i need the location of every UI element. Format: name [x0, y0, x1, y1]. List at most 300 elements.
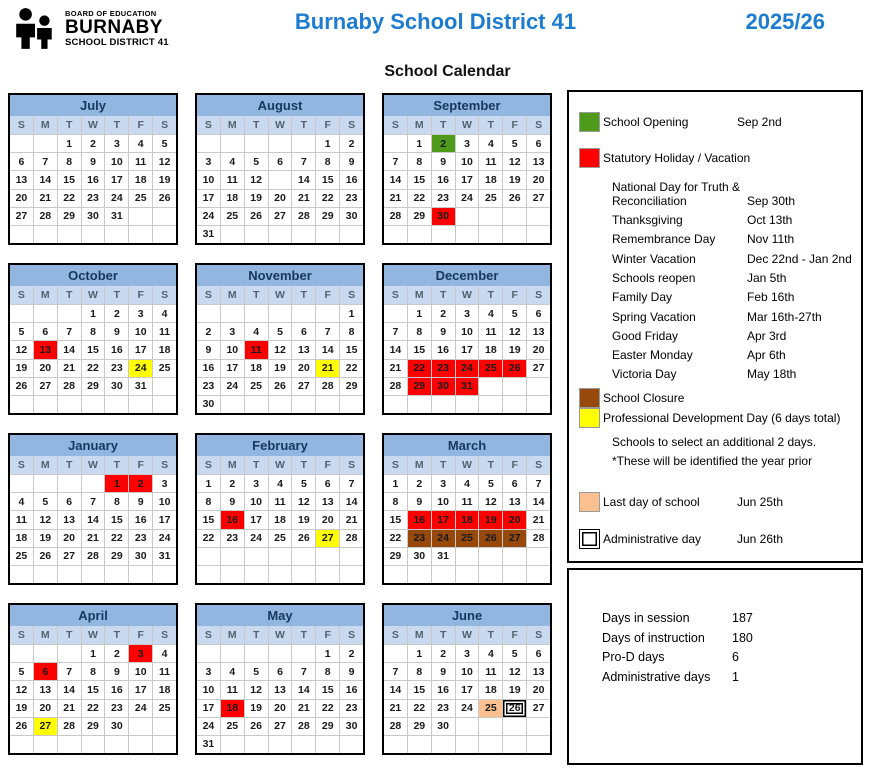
calendar-cell	[58, 644, 82, 662]
legend-administrative-day	[579, 529, 853, 549]
calendar-cell: 18	[153, 680, 176, 698]
week-row	[10, 662, 176, 680]
stat-value: 180	[732, 630, 753, 645]
calendar-cell: 13	[34, 340, 58, 358]
holiday-date: Mar 16th-27th	[747, 309, 822, 324]
calendar-cell: 8	[408, 322, 432, 340]
calendar-cell: 7	[58, 662, 82, 680]
calendar-cell: 21	[34, 189, 58, 207]
calendar-cell: 8	[197, 492, 221, 510]
week-row	[197, 207, 363, 225]
calendar-cell: 1	[105, 474, 129, 492]
weekday-label: T	[245, 626, 269, 644]
weekday-label: T	[245, 456, 269, 474]
calendar-cell: 30	[432, 717, 456, 735]
calendar-cell	[245, 565, 269, 583]
calendar-cell: 3	[456, 134, 480, 152]
calendar-cell	[408, 395, 432, 413]
calendar-cell	[503, 207, 527, 225]
week-row	[197, 395, 363, 413]
weekday-header-row	[10, 456, 176, 474]
calendar-cell	[153, 565, 176, 583]
calendar-cell: 12	[269, 340, 293, 358]
calendar-cell: 12	[153, 152, 176, 170]
week-row	[197, 170, 363, 188]
calendar-cell: 6	[34, 662, 58, 680]
calendar-cell	[34, 225, 58, 243]
calendar-cell: 28	[527, 529, 550, 547]
calendar-cell	[129, 207, 153, 225]
calendar-cell: 21	[316, 359, 340, 377]
weekday-label: W	[82, 456, 106, 474]
calendar-cell	[105, 735, 129, 753]
calendar-cell: 23	[432, 699, 456, 717]
calendar-cell: 28	[292, 207, 316, 225]
calendar-cell	[153, 735, 176, 753]
calendar-cell: 25	[479, 359, 503, 377]
calendar-cell	[197, 547, 221, 565]
weekday-label: T	[58, 626, 82, 644]
calendar-cell	[479, 565, 503, 583]
calendar-cell: 27	[292, 377, 316, 395]
week-row	[197, 322, 363, 340]
calendar-cell: 24	[129, 699, 153, 717]
week-row	[384, 225, 550, 243]
pro-d-day-swatch	[579, 408, 600, 428]
calendar-cell	[479, 395, 503, 413]
calendar-cell	[245, 134, 269, 152]
calendar-cell: 2	[432, 304, 456, 322]
calendar-cell: 16	[129, 510, 153, 528]
week-row	[10, 474, 176, 492]
week-row	[10, 529, 176, 547]
calendar-cell: 25	[245, 377, 269, 395]
week-row	[197, 662, 363, 680]
legend-last-day	[579, 492, 853, 512]
calendar-cell: 11	[479, 152, 503, 170]
calendar-cell	[269, 225, 293, 243]
weekday-label: S	[161, 629, 169, 642]
week-row	[10, 717, 176, 735]
week-row	[10, 492, 176, 510]
calendar-cell	[527, 377, 550, 395]
calendar-cell: 14	[316, 340, 340, 358]
calendar-cell	[503, 565, 527, 583]
week-row	[197, 225, 363, 243]
calendar-cell: 20	[316, 510, 340, 528]
weekday-label: S	[384, 116, 408, 134]
calendar-cell	[384, 644, 408, 662]
calendar-cell	[10, 565, 34, 583]
week-row	[384, 662, 550, 680]
month-december	[382, 263, 552, 415]
calendar-cell: 26	[292, 529, 316, 547]
calendar-cell	[340, 225, 363, 243]
weekday-label: M	[408, 626, 432, 644]
calendar-cell	[456, 717, 480, 735]
calendar-cell: 3	[197, 152, 221, 170]
legend-date: Sep 2nd	[737, 115, 782, 129]
calendar-cell: 27	[527, 189, 550, 207]
calendar-cell	[340, 735, 363, 753]
week-row	[197, 492, 363, 510]
calendar-cell: 3	[456, 644, 480, 662]
calendar-cell: 10	[456, 152, 480, 170]
calendar-cell: 19	[292, 510, 316, 528]
calendar-cell: 15	[340, 340, 363, 358]
weekday-label: F	[129, 116, 153, 134]
calendar-cell: 18	[479, 170, 503, 188]
calendar-cell: 4	[479, 644, 503, 662]
calendar-cell: 3	[129, 644, 153, 662]
weekday-label: M	[34, 116, 58, 134]
weekday-label: F	[316, 456, 340, 474]
calendar-cell	[82, 225, 106, 243]
weekday-label: M	[34, 456, 58, 474]
calendar-cell: 9	[432, 322, 456, 340]
stat-row	[602, 611, 853, 625]
week-row	[384, 735, 550, 753]
stat-value: 187	[732, 611, 753, 625]
calendar-cell	[10, 474, 34, 492]
legend-label: Statutory Holiday / Vacation	[603, 151, 751, 165]
calendar-cell: 16	[432, 170, 456, 188]
calendar-cell	[432, 395, 456, 413]
legend-school-opening	[579, 112, 853, 132]
calendar-cell: 14	[384, 170, 408, 188]
calendar-cell: 15	[197, 510, 221, 528]
school-closure-swatch	[579, 388, 600, 408]
weekday-label: T	[479, 456, 503, 474]
calendar-cell	[384, 735, 408, 753]
weekday-header-row	[384, 456, 550, 474]
calendar-cell: 8	[82, 322, 106, 340]
calendar-cell: 15	[408, 340, 432, 358]
week-row	[10, 152, 176, 170]
calendar-cell: 21	[384, 189, 408, 207]
weekday-label: T	[105, 116, 129, 134]
stat-row	[602, 670, 853, 684]
calendar-cell: 16	[432, 680, 456, 698]
calendar-cell: 15	[316, 170, 340, 188]
calendar-cell: 20	[34, 359, 58, 377]
calendar-cell	[527, 207, 550, 225]
calendar-cell: 19	[503, 680, 527, 698]
calendar-cell	[527, 565, 550, 583]
calendar-cell	[82, 735, 106, 753]
legend-label: School Closure	[603, 390, 685, 405]
calendar-cell: 26	[269, 377, 293, 395]
calendar-cell	[316, 735, 340, 753]
calendar-cell: 2	[105, 304, 129, 322]
weekday-label: S	[384, 626, 408, 644]
calendar-cell: 28	[384, 377, 408, 395]
calendar-cell: 30	[340, 717, 363, 735]
calendar-cell	[384, 565, 408, 583]
calendar-cell: 29	[408, 717, 432, 735]
calendar-cell	[316, 547, 340, 565]
calendar-cell: 18	[456, 510, 480, 528]
calendar-cell	[292, 565, 316, 583]
calendar-cell	[82, 395, 106, 413]
calendar-cell: 13	[503, 492, 527, 510]
calendar-cell: 20	[269, 189, 293, 207]
calendar-cell	[58, 565, 82, 583]
holiday-name: Schools reopen	[612, 270, 696, 285]
calendar-cell: 4	[129, 134, 153, 152]
weekday-label: S	[348, 119, 356, 132]
weekday-label: M	[221, 286, 245, 304]
calendar-cell: 1	[340, 304, 363, 322]
calendar-cell	[456, 565, 480, 583]
weekday-label: F	[316, 626, 340, 644]
weekday-label: W	[82, 116, 106, 134]
calendar-cell: 1	[82, 644, 106, 662]
calendar-cell: 31	[432, 547, 456, 565]
calendar-cell: 12	[245, 170, 269, 188]
calendar-cell: 30	[105, 717, 129, 735]
calendar-cell: 23	[221, 529, 245, 547]
calendar-cell	[340, 395, 363, 413]
calendar-cell: 2	[221, 474, 245, 492]
weekday-label: S	[348, 459, 356, 472]
calendar-cell: 3	[105, 134, 129, 152]
calendar-cell: 17	[456, 680, 480, 698]
calendar-cell: 29	[105, 547, 129, 565]
calendar-cell: 19	[10, 359, 34, 377]
calendar-cell: 8	[408, 152, 432, 170]
weekday-header-row	[384, 116, 550, 134]
calendar-cell: 12	[503, 662, 527, 680]
calendar-cell: 8	[105, 492, 129, 510]
calendar-cell: 22	[82, 699, 106, 717]
calendar-cell: 9	[105, 662, 129, 680]
calendar-cell: 15	[408, 170, 432, 188]
calendar-cell	[153, 207, 176, 225]
calendar-cell: 11	[221, 680, 245, 698]
calendar-cell: 1	[58, 134, 82, 152]
weekday-label: W	[269, 626, 293, 644]
weekday-label: T	[245, 286, 269, 304]
calendar-cell: 11	[10, 510, 34, 528]
calendar-cell: 18	[479, 680, 503, 698]
month-june	[382, 603, 552, 755]
calendar-cell: 21	[292, 699, 316, 717]
calendar-cell: 6	[527, 644, 550, 662]
calendar-cell: 5	[292, 474, 316, 492]
calendar-cell	[34, 304, 58, 322]
week-row	[10, 680, 176, 698]
holiday-name: Good Friday	[612, 328, 679, 343]
calendar-cell: 17	[105, 170, 129, 188]
month-july	[8, 93, 178, 245]
weekday-label: T	[432, 456, 456, 474]
calendar-cell: 16	[408, 510, 432, 528]
calendar-cell: 29	[58, 207, 82, 225]
calendar-cell	[245, 395, 269, 413]
calendar-cell: 3	[432, 474, 456, 492]
calendar-cell: 19	[503, 170, 527, 188]
calendar-cell: 22	[316, 699, 340, 717]
calendar-cell	[10, 644, 34, 662]
legend-date: Jun 25th	[737, 495, 784, 510]
week-row	[384, 510, 550, 528]
weekday-label: W	[456, 456, 480, 474]
week-row	[197, 377, 363, 395]
legend-panel	[567, 90, 863, 563]
calendar-cell	[129, 395, 153, 413]
calendar-cell: 17	[245, 510, 269, 528]
calendar-cell: 9	[432, 662, 456, 680]
calendar-cell: 22	[340, 359, 363, 377]
month-title: April	[10, 605, 176, 626]
holiday-list-item	[612, 330, 853, 344]
holiday-name: Victoria Day	[612, 367, 677, 382]
calendar-cell	[269, 134, 293, 152]
calendar-cell: 5	[503, 304, 527, 322]
calendar-cell	[456, 207, 480, 225]
school-year: 2025/26	[745, 9, 825, 34]
calendar-cell: 11	[153, 662, 176, 680]
calendar-cell: 5	[245, 152, 269, 170]
calendar-cell: 21	[292, 189, 316, 207]
calendar-cell: 22	[408, 189, 432, 207]
calendar-cell: 7	[527, 474, 550, 492]
calendar-cell: 18	[245, 359, 269, 377]
calendar-cell: 13	[292, 340, 316, 358]
calendar-cell: 13	[269, 680, 293, 698]
calendar-cell: 30	[340, 207, 363, 225]
weekday-label: T	[479, 116, 503, 134]
calendar-cell: 22	[316, 189, 340, 207]
calendar-cell: 26	[503, 359, 527, 377]
week-row	[384, 699, 550, 717]
calendar-cell	[456, 225, 480, 243]
calendar-cell	[221, 225, 245, 243]
calendar-cell: 13	[316, 492, 340, 510]
calendar-cell: 16	[432, 340, 456, 358]
calendar-cell: 29	[340, 377, 363, 395]
weekday-label: F	[503, 116, 527, 134]
calendar-cell: 23	[432, 359, 456, 377]
calendar-cell: 17	[221, 359, 245, 377]
calendar-cell: 12	[10, 680, 34, 698]
calendar-cell: 4	[479, 304, 503, 322]
calendar-cell	[153, 225, 176, 243]
calendar-cell	[10, 225, 34, 243]
holiday-name: Thanksgiving	[612, 213, 683, 228]
calendar-cell: 14	[34, 170, 58, 188]
calendar-cell: 18	[129, 170, 153, 188]
calendar-cell: 1	[197, 474, 221, 492]
weekday-label: F	[503, 456, 527, 474]
calendar-cell	[384, 304, 408, 322]
calendar-cell: 10	[105, 152, 129, 170]
calendar-cell: 28	[292, 717, 316, 735]
page-title: Burnaby School District 41	[294, 9, 577, 34]
calendar-cell: 30	[432, 207, 456, 225]
week-row	[384, 304, 550, 322]
stats-panel	[567, 568, 863, 765]
calendar-cell: 27	[269, 717, 293, 735]
calendar-cell: 14	[58, 680, 82, 698]
calendar-cell	[153, 717, 176, 735]
calendar-cell: 20	[527, 170, 550, 188]
calendar-cell	[245, 304, 269, 322]
weekday-label: W	[456, 286, 480, 304]
calendar-cell: 27	[10, 207, 34, 225]
weekday-label: T	[432, 116, 456, 134]
weekday-label: S	[535, 629, 543, 642]
calendar-cell: 24	[105, 189, 129, 207]
holiday-list-item	[612, 368, 853, 382]
calendar-cell: 24	[197, 717, 221, 735]
week-row	[384, 395, 550, 413]
calendar-cell	[503, 377, 527, 395]
calendar-cell: 3	[245, 474, 269, 492]
calendar-cell: 26	[479, 529, 503, 547]
calendar-cell	[527, 395, 550, 413]
calendar-cell: 12	[479, 492, 503, 510]
holiday-list-item	[612, 291, 853, 305]
calendar-cell	[456, 395, 480, 413]
weekday-header-row	[197, 456, 363, 474]
holiday-date: Feb 16th	[747, 290, 795, 305]
calendar-cell: 26	[10, 717, 34, 735]
calendar-cell	[221, 547, 245, 565]
calendar-cell: 26	[503, 699, 527, 717]
calendar-cell: 20	[34, 699, 58, 717]
calendar-cell: 11	[221, 170, 245, 188]
calendar-cell: 30	[197, 395, 221, 413]
holiday-name: Remembrance Day	[612, 232, 716, 247]
calendar-cell	[197, 134, 221, 152]
weekday-label: S	[10, 116, 34, 134]
stat-row	[602, 650, 853, 664]
calendar-cell: 3	[456, 304, 480, 322]
weekday-header-row	[10, 286, 176, 304]
calendar-cell	[527, 735, 550, 753]
calendar-cell	[269, 547, 293, 565]
calendar-cell	[197, 565, 221, 583]
calendar-cell: 8	[58, 152, 82, 170]
calendar-cell: 10	[456, 662, 480, 680]
calendar-cell: 7	[34, 152, 58, 170]
calendar-cell: 17	[129, 680, 153, 698]
weekday-label: F	[316, 286, 340, 304]
weekday-label: S	[197, 116, 221, 134]
calendar-cell	[58, 395, 82, 413]
calendar-cell: 31	[197, 735, 221, 753]
calendar-cell: 5	[34, 492, 58, 510]
weekday-label: M	[221, 626, 245, 644]
calendar-cell: 16	[197, 359, 221, 377]
holiday-date: Apr 6th	[747, 348, 786, 363]
calendar-cell	[292, 735, 316, 753]
calendar-cell: 4	[245, 322, 269, 340]
calendar-cell: 19	[153, 170, 176, 188]
stat-label: Days of instruction	[602, 630, 705, 645]
calendar-cell: 4	[153, 304, 176, 322]
weekday-header-row	[10, 626, 176, 644]
calendar-cell	[34, 565, 58, 583]
weekday-label: F	[503, 626, 527, 644]
calendar-cell: 7	[384, 152, 408, 170]
week-row	[197, 304, 363, 322]
calendar-cell: 7	[384, 322, 408, 340]
week-row	[10, 377, 176, 395]
calendar-cell: 4	[221, 662, 245, 680]
